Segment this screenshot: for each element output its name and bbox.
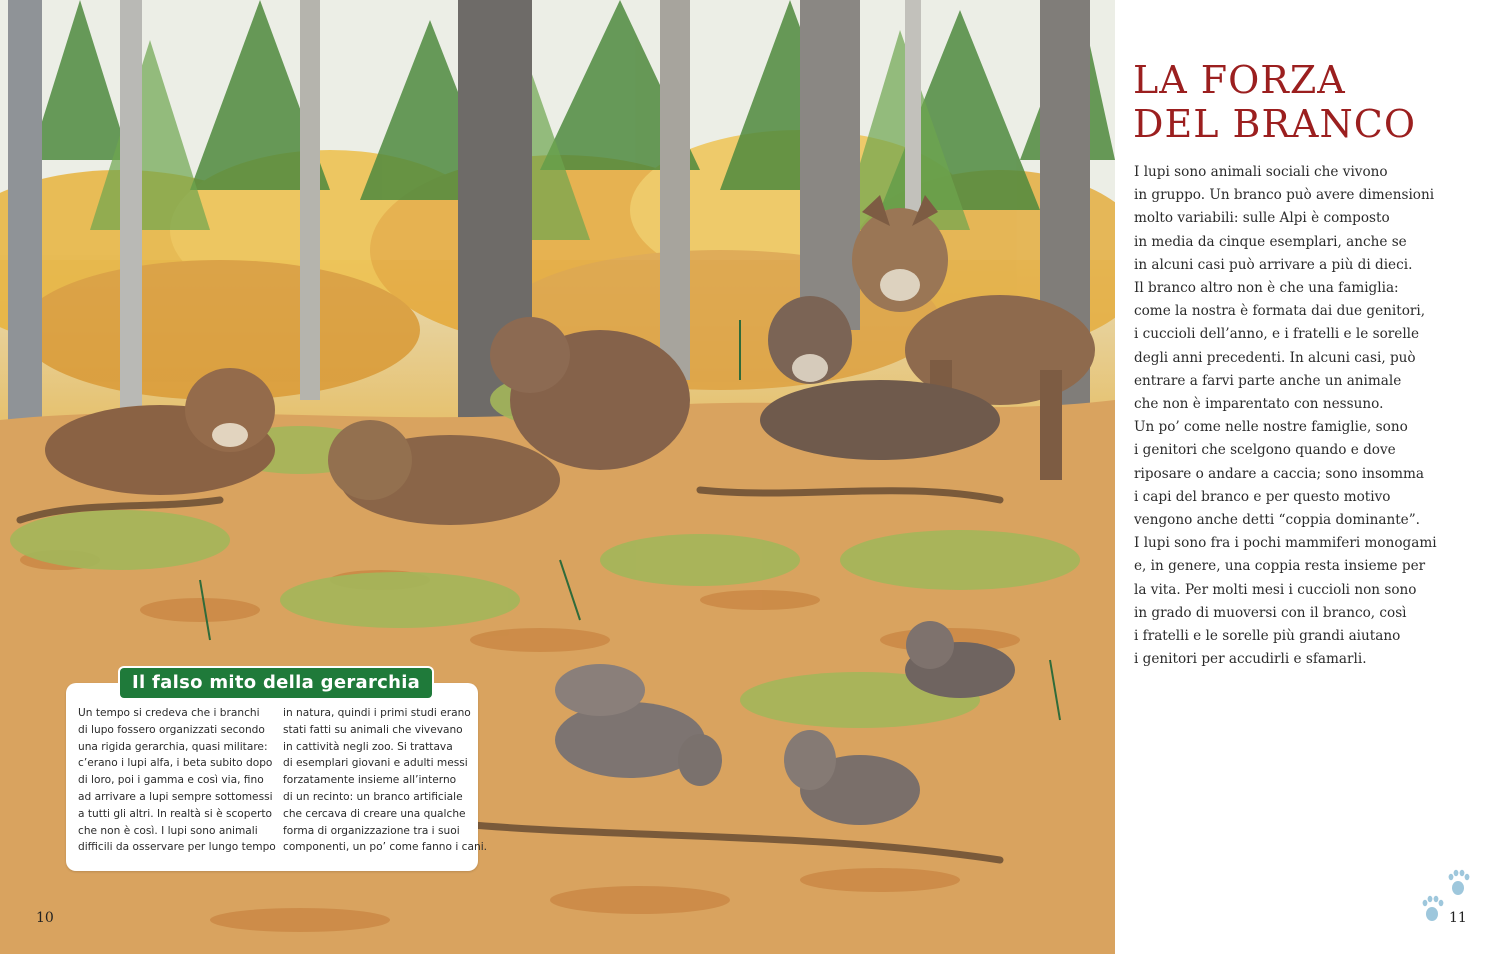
text-line: i genitori che scelgono quando e dove — [1134, 442, 1396, 459]
page-number-left: 10 — [36, 910, 54, 926]
text-line: in cattività negli zoo. Si trattava — [283, 740, 453, 753]
text-line: una rigida gerarchia, quasi militare: — [78, 740, 268, 753]
text-line: di esemplari giovani e adulti messi — [283, 757, 468, 770]
text-line: come la nostra è formata dai due genitori, — [1134, 303, 1426, 320]
text-line: e, in genere, una coppia resta insieme per — [1134, 558, 1426, 575]
text-line: in gruppo. Un branco può avere dimensioni — [1134, 187, 1435, 204]
text-line: forzatamente insieme all’interno — [283, 774, 457, 787]
text-line: difficili da osservare per lungo tempo — [78, 841, 276, 854]
text-line: c’erano i lupi alfa, i beta subito dopo — [78, 757, 273, 770]
text-line: Il branco altro non è che una famiglia: — [1134, 280, 1399, 297]
text-line: che non è così. I lupi sono animali — [78, 824, 258, 837]
text-line: in grado di muoversi con il branco, così — [1134, 604, 1407, 621]
text-line: di loro, poi i gamma e così via, fino — [78, 774, 264, 787]
text-line: che cercava di creare una qualche — [283, 807, 466, 820]
text-line: I lupi sono animali sociali che vivono — [1134, 164, 1388, 180]
text-line: stati fatti su animali che vivevano — [283, 723, 463, 736]
text-line: Un tempo si credeva che i branchi — [78, 707, 260, 719]
text-line: a tutti gli altri. In realtà si è scoperto — [78, 807, 273, 820]
text-line: componenti, un po’ come fanno i cani. — [283, 841, 488, 854]
text-line: ad arrivare a lupi sempre sottomessi — [78, 790, 273, 803]
text-line: i capi del branco e per questo motivo — [1134, 488, 1391, 505]
text-line: in media da cinque esemplari, anche se — [1134, 233, 1407, 250]
myth-infobox-column-1 — [78, 705, 274, 856]
text-line: entrare a farvi parte anche un animale — [1134, 372, 1402, 389]
page-title — [1133, 58, 1473, 146]
myth-infobox-title: Il falso mito della gerarchia — [120, 668, 432, 698]
page-number-right: 11 — [1449, 910, 1467, 926]
paw-prints-icon — [1418, 868, 1476, 928]
text-line: Un po’ come nelle nostre famiglie, sono — [1134, 419, 1408, 436]
text-line: i fratelli e le sorelle più grandi aiutano — [1134, 628, 1401, 645]
title-line: LA FORZA — [1133, 58, 1346, 102]
text-line: I lupi sono fra i pochi mammiferi monogami — [1134, 535, 1437, 552]
text-line: che non è imparentato con nessuno. — [1134, 396, 1384, 413]
myth-infobox-column-2 — [283, 705, 488, 856]
text-line: di lupo fossero organizzati secondo — [78, 723, 265, 736]
text-line: in alcuni casi può arrivare a più di dieci. — [1134, 256, 1413, 273]
text-line: in natura, quindi i primi studi erano — [283, 707, 471, 719]
body-text — [1134, 161, 1494, 671]
text-line: vengono anche detti “coppia dominante”. — [1134, 512, 1420, 529]
text-line: i genitori per accudirli e sfamarli. — [1134, 651, 1367, 668]
title-line: DEL BRANCO — [1133, 102, 1416, 146]
text-line: di un recinto: un branco artificiale — [283, 790, 463, 803]
text-line: forma di organizzazione tra i suoi — [283, 824, 460, 837]
text-line: degli anni precedenti. In alcuni casi, può — [1134, 349, 1416, 366]
text-line: i cuccioli dell’anno, e i fratelli e le sorelle — [1134, 326, 1420, 343]
text-line: molto variabili: sulle Alpi è composto — [1134, 210, 1390, 227]
text-line: la vita. Per molti mesi i cuccioli non sono — [1134, 581, 1417, 598]
text-line: riposare o andare a caccia; sono insomma — [1134, 465, 1425, 482]
